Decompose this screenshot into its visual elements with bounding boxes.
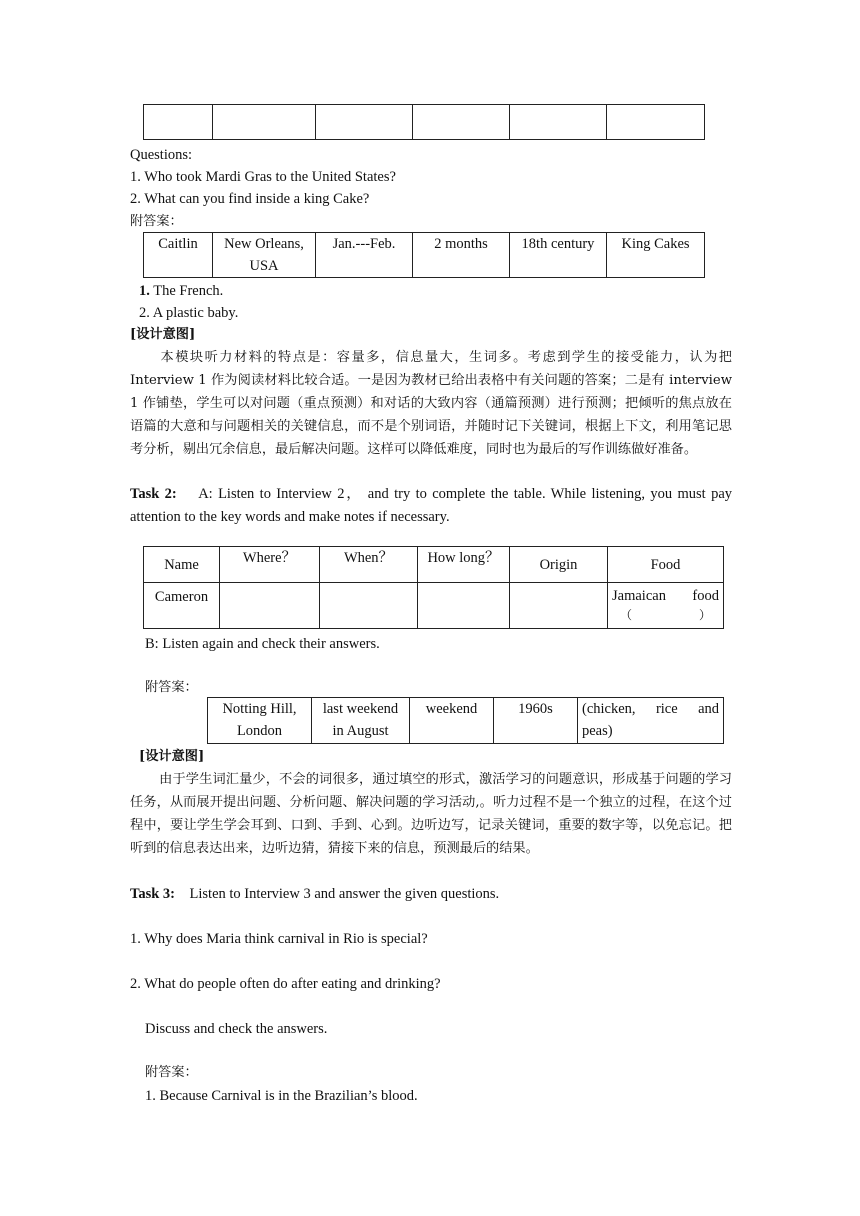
table-cell bbox=[413, 233, 510, 278]
table-cell-food bbox=[608, 583, 724, 629]
table-header bbox=[144, 547, 220, 583]
table-cell bbox=[312, 698, 410, 744]
cell-text: peas) bbox=[582, 723, 613, 739]
table-cell bbox=[494, 698, 578, 744]
table-cell bbox=[418, 583, 510, 629]
table-cell bbox=[208, 698, 312, 744]
answer-label: 附答案： bbox=[145, 1065, 198, 1080]
table-cell bbox=[607, 105, 705, 140]
table-cell bbox=[220, 583, 320, 629]
task-2-instruction bbox=[130, 483, 732, 529]
answer-2: 2. A plastic baby. bbox=[139, 305, 239, 321]
table-cell-food bbox=[578, 698, 724, 744]
table-header bbox=[320, 547, 418, 583]
question-2: 2. What can you find inside a king Cake? bbox=[130, 191, 370, 207]
cell-text: weekend bbox=[425, 701, 478, 717]
bracket: ） bbox=[698, 608, 711, 622]
answer-number: 1. bbox=[139, 283, 150, 299]
table-cell bbox=[144, 583, 220, 629]
table-cell bbox=[510, 105, 607, 140]
table-cell bbox=[144, 105, 213, 140]
cell-text: rice bbox=[655, 701, 678, 717]
cell-text: USA bbox=[249, 258, 279, 274]
table-cell bbox=[213, 233, 316, 278]
task-text: A: Listen to Interview 2， and try to complete the table. While listening, you must pay attention to the key words and make notes if necessary. bbox=[130, 486, 733, 525]
table-cell bbox=[316, 233, 413, 278]
task-label: Task 2: bbox=[130, 486, 177, 502]
task-3-discuss: Discuss and check the answers. bbox=[145, 1021, 328, 1037]
answer-label: 附答案： bbox=[145, 680, 198, 695]
header-text: Name bbox=[164, 556, 199, 573]
design-intent-label: [设计意图] bbox=[139, 749, 205, 764]
design-intent-paragraph bbox=[130, 346, 732, 461]
cell-text: last weekend bbox=[322, 701, 399, 717]
table-cell bbox=[320, 583, 418, 629]
table-header bbox=[418, 547, 510, 583]
task-3-answer-1: 1. Because Carnival is in the Brazilian’s blood. bbox=[145, 1088, 418, 1104]
task-3-instruction bbox=[130, 883, 499, 905]
paragraph-text: 本模块听力材料的特点是：容量多，信息量大，生词多。考虑到学生的接受能力，认为把 Interview 1 作为阅读材料比较合适。一是因为教材已给出表格中有关问题的答案；二是有 interview 1 作铺垫，学生可以对问题（重点预测）和对话的大致内容（通篇预测）进行预测；把倾听的焦点放在语篇的大意和与问题相关的关键信息，而不是个别词语，并随时记下关键词，根据上下文，利用笔记思考分析，剔出冗余信息，最后解决问题。这样可以降低难度，同时也为最后的写作训练做好准备。 bbox=[130, 350, 732, 457]
header-text: Where？ bbox=[242, 550, 297, 566]
cell-text: London bbox=[236, 723, 283, 739]
task-2-part-b: B: Listen again and check their answers. bbox=[145, 636, 380, 652]
cell-text: Jan.---Feb. bbox=[332, 236, 396, 252]
cell-text: Cameron bbox=[154, 589, 209, 605]
cell-text: Notting Hill, bbox=[222, 701, 297, 717]
cell-text: King Cakes bbox=[621, 236, 690, 252]
question-1: 1. Who took Mardi Gras to the United States? bbox=[130, 169, 396, 185]
task-2-table bbox=[143, 546, 724, 629]
cell-text: and bbox=[698, 701, 719, 717]
cell-text: Jamaican bbox=[612, 588, 666, 604]
cell-text: 2 months bbox=[434, 236, 488, 252]
cell-text: (chicken, bbox=[582, 701, 636, 717]
header-text: When？ bbox=[343, 550, 394, 566]
task-label: Task 3: bbox=[130, 886, 176, 902]
table-cell bbox=[413, 105, 510, 140]
paragraph-text: 由于学生词汇量少，不会的词很多，通过填空的形式，激活学习的问题意识，形成基于问题的学习任务，从而展开提出问题、分析问题、解决问题的学习活动,。听力过程不是一个独立的过程，在这个过程中，要让学生学会耳到、口到、手到、心到。边听边写，记录关键词，重要的数字等，以免忘记。把听到的信息表达出来，边听边猜，猜接下来的信息，预测最后的结果。 bbox=[130, 772, 732, 856]
table-cell bbox=[510, 583, 608, 629]
table-cell bbox=[144, 233, 213, 278]
answer-1 bbox=[139, 280, 223, 302]
answer-table-1 bbox=[143, 232, 705, 278]
header-text: How long？ bbox=[427, 550, 500, 566]
cell-text: 18th century bbox=[521, 236, 595, 252]
table-cell bbox=[316, 105, 413, 140]
top-empty-table bbox=[143, 104, 705, 140]
bracket: （ bbox=[620, 608, 633, 622]
header-text: Food bbox=[650, 556, 681, 573]
table-cell bbox=[510, 233, 607, 278]
task-text: Listen to Interview 3 and answer the given questions. bbox=[189, 886, 500, 902]
cell-text: Caitlin bbox=[158, 236, 198, 252]
answer-label: 附答案： bbox=[130, 214, 183, 229]
questions-heading: Questions: bbox=[130, 147, 193, 163]
cell-text: in August bbox=[332, 723, 389, 739]
cell-text: food bbox=[692, 588, 719, 604]
answer-text: The French. bbox=[149, 283, 224, 299]
table-cell bbox=[607, 233, 705, 278]
cell-text: New Orleans, bbox=[224, 236, 304, 252]
task-3-question-2: 2. What do people often do after eating and drinking? bbox=[130, 976, 441, 992]
header-text: Origin bbox=[539, 556, 578, 573]
task-3-question-1: 1. Why does Maria think carnival in Rio is special? bbox=[130, 931, 428, 947]
design-intent-label: [设计意图] bbox=[130, 327, 196, 342]
table-header bbox=[510, 547, 608, 583]
task-2-answer-table bbox=[207, 697, 724, 744]
table-header bbox=[608, 547, 724, 583]
table-header bbox=[220, 547, 320, 583]
cell-text: 1960s bbox=[518, 701, 553, 717]
table-cell bbox=[410, 698, 494, 744]
table-cell bbox=[213, 105, 316, 140]
design-intent-paragraph bbox=[130, 768, 732, 860]
